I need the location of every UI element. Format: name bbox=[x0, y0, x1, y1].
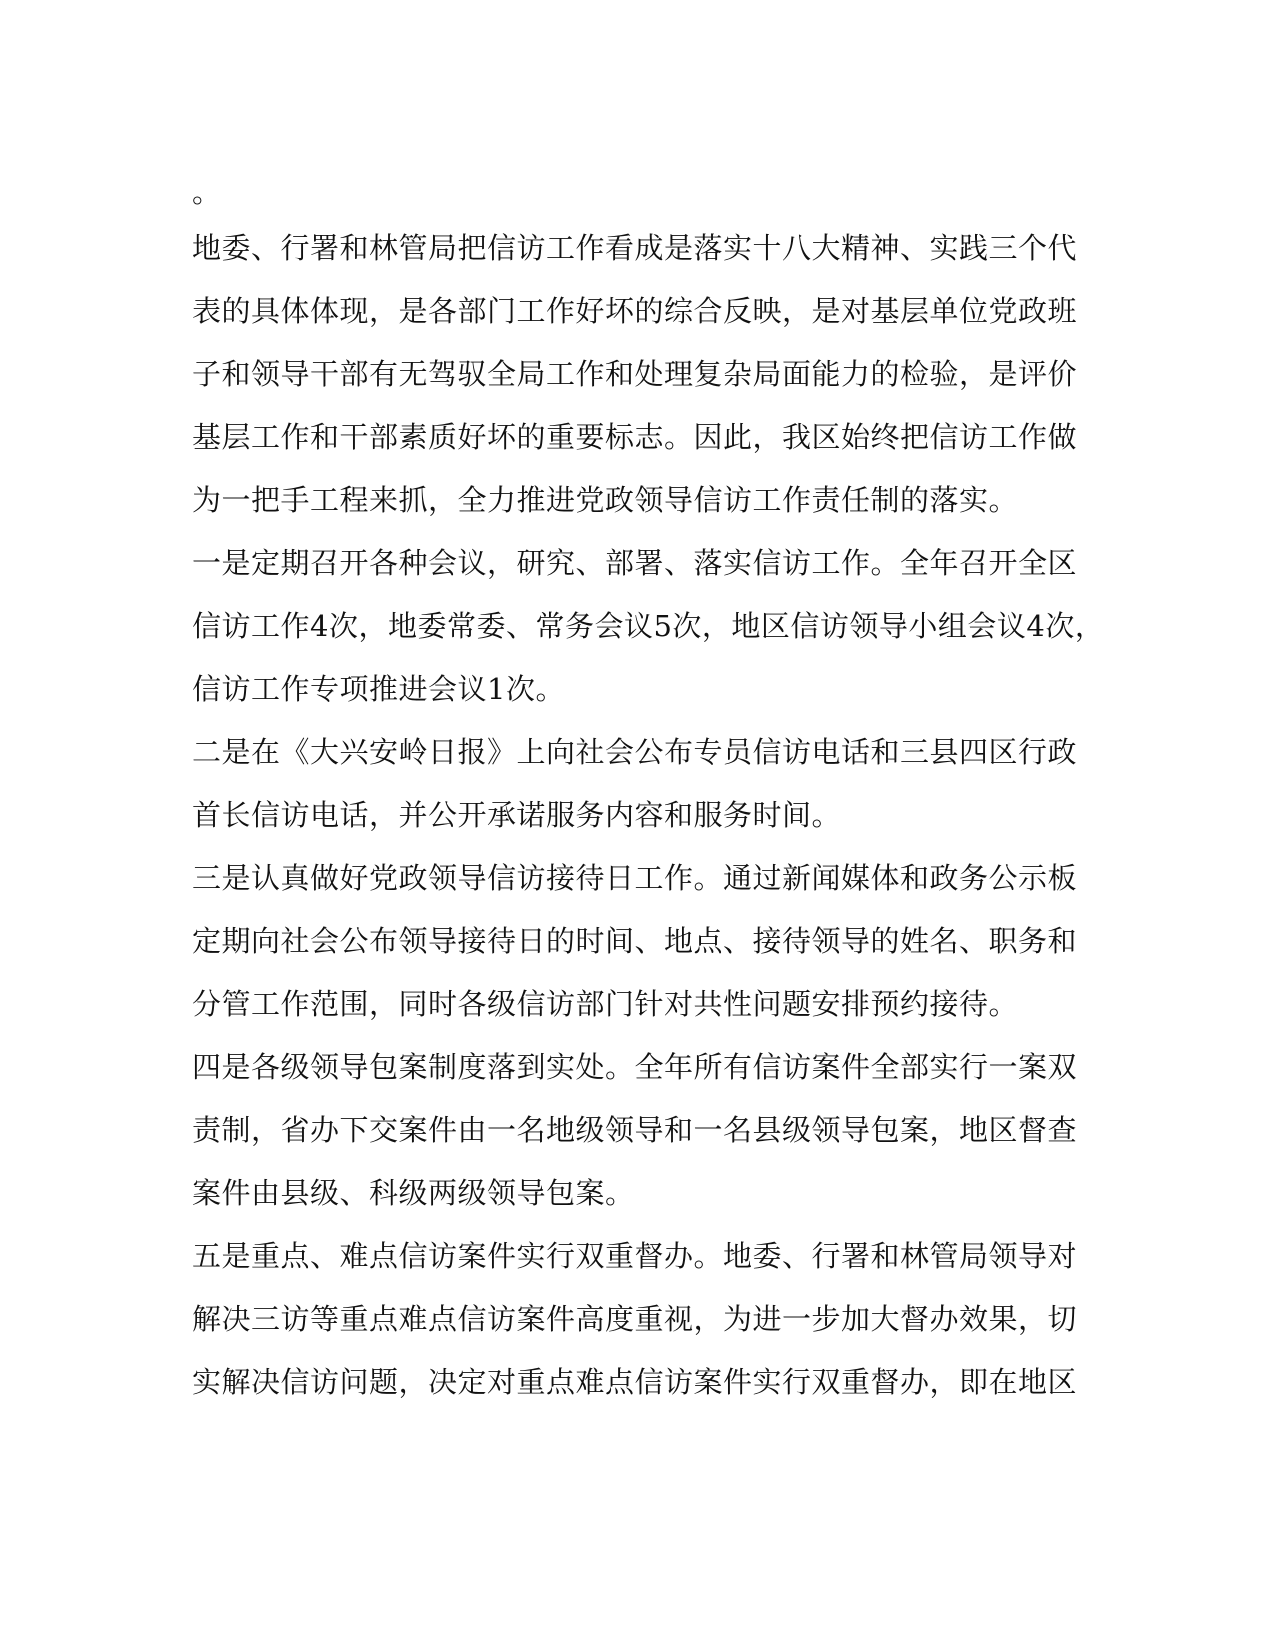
text-line: 地委、行署和林管局把信访工作看成是落实十八大精神、实践三个代 bbox=[192, 231, 1078, 265]
text-line: 信访工作4次，地委常委、常务会议5次，地区信访领导小组会议4次， bbox=[192, 609, 1105, 643]
text-line: 案件由县级、科级两级领导包案。 bbox=[192, 1176, 635, 1210]
body-text bbox=[192, 167, 1105, 1414]
text-line: 为一把手工程来抓，全力推进党政领导信访工作责任制的落实。 bbox=[192, 483, 1019, 517]
text-line: 解决三访等重点难点信访案件高度重视，为进一步加大督办效果，切 bbox=[192, 1302, 1078, 1336]
text-line: 实解决信访问题，决定对重点难点信访案件实行双重督办，即在地区 bbox=[192, 1365, 1078, 1399]
text-line: 责制，省办下交案件由一名地级领导和一名县级领导包案，地区督查 bbox=[192, 1113, 1078, 1147]
text-line: 三是认真做好党政领导信访接待日工作。通过新闻媒体和政务公示板 bbox=[192, 861, 1078, 895]
text-line: 分管工作范围，同时各级信访部门针对共性问题安排预约接待。 bbox=[192, 987, 1019, 1021]
text-line: 四是各级领导包案制度落到实处。全年所有信访案件全部实行一案双 bbox=[192, 1050, 1078, 1084]
text-line: 一是定期召开各种会议，研究、部署、落实信访工作。全年召开全区 bbox=[192, 546, 1078, 580]
text-line: 。 bbox=[192, 175, 222, 209]
text-line: 二是在《大兴安岭日报》上向社会公布专员信访电话和三县四区行政 bbox=[192, 735, 1078, 769]
text-line: 定期向社会公布领导接待日的时间、地点、接待领导的姓名、职务和 bbox=[192, 924, 1078, 958]
text-line: 表的具体体现，是各部门工作好坏的综合反映，是对基层单位党政班 bbox=[192, 294, 1078, 328]
text-line: 基层工作和干部素质好坏的重要标志。因此，我区始终把信访工作做 bbox=[192, 420, 1078, 454]
text-line: 五是重点、难点信访案件实行双重督办。地委、行署和林管局领导对 bbox=[192, 1239, 1078, 1273]
text-line: 信访工作专项推进会议1次。 bbox=[192, 672, 565, 706]
text-line: 首长信访电话，并公开承诺服务内容和服务时间。 bbox=[192, 798, 842, 832]
text-line: 子和领导干部有无驾驭全局工作和处理复杂局面能力的检验，是评价 bbox=[192, 357, 1078, 391]
